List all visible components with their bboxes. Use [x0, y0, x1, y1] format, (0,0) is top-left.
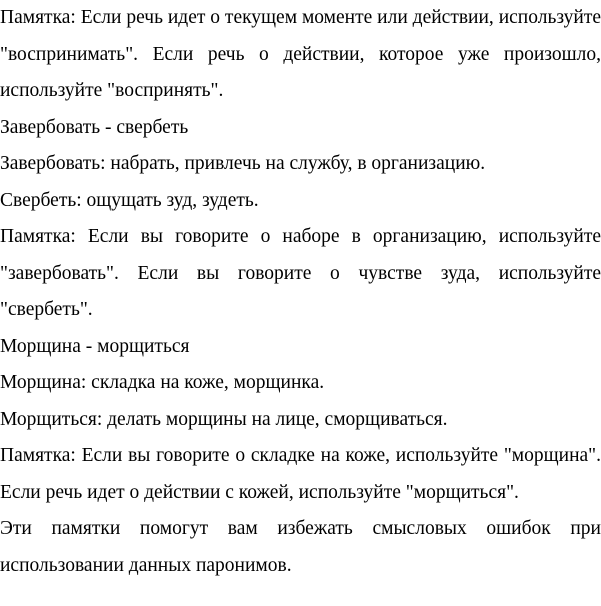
memo-paragraph-zaverbovat: Памятка: Если вы говорите о наборе в организацию, используйте "завербовать". Если вы говорите о чувстве зуда, используйте "свербеть". [0, 226, 601, 320]
memo-paragraph-vosprinimat: Памятка: Если речь идет о текущем моменте или действии, используйте "воспринимать". Если речь о действии, которое уже произошло, используйте "воспринять". [0, 7, 601, 101]
definition-zaverbovat: Завербовать: набрать, привлечь на службу, в организацию. [0, 153, 486, 174]
memo-paragraph-morshchina: Памятка: Если вы говорите о складке на коже, используйте "морщина". Если речь идет о действии с кожей, используйте "морщиться". [0, 445, 601, 503]
word-pair-heading-zaverbovat-sverbet: Завербовать - свербеть [0, 116, 189, 138]
word-pair-heading-morshchina-morshchitsya: Морщина - морщиться [0, 335, 190, 357]
definition-sverbet: Свербеть: ощущать зуд, зудеть. [0, 189, 259, 211]
definition-morshchina: Морщина: складка на коже, морщинка. [0, 372, 325, 393]
closing-paragraph: Эти памятки помогут вам избежать смысловых ошибок при использовании данных паронимов. [0, 518, 601, 576]
definition-morshchitsya: Морщиться: делать морщины на лице, сморщиваться. [0, 408, 448, 430]
